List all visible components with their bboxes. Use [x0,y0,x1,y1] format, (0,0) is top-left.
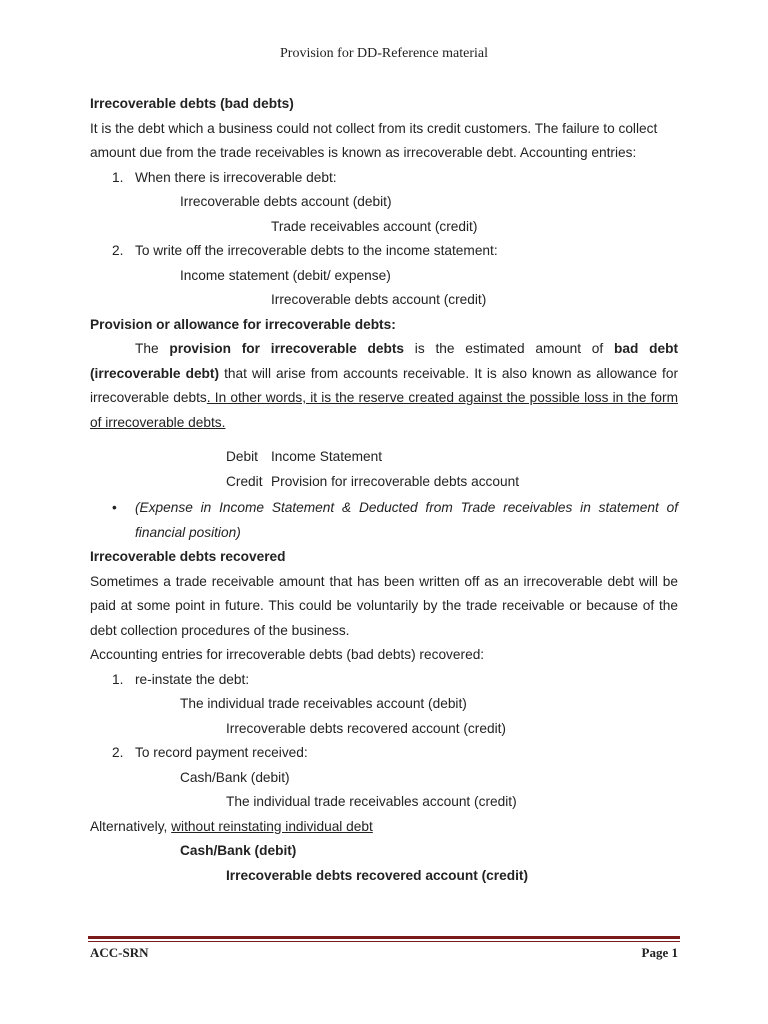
paragraph-underlined-text: . In other words, it is the reserve created against the possible loss in the form of irrecoverable debts. [90,390,678,430]
paragraph-text: that will arise from accounts receivable. It is also known as allowance for irrecoverable debts [90,365,678,405]
footer-divider-thin [88,941,680,942]
recovered-paragraph: Sometimes a trade receivable amount that has been written off as an irrecoverable debt will be paid at some point in future. This could be voluntarily by the trade receivable or because of the debt collection procedures of the business. [90,573,678,638]
document-body [90,92,678,888]
entries-intro: Accounting entries for irrecoverable debts (bad debts) recovered: [90,647,485,662]
paragraph-text: The [135,341,159,356]
paragraph-bold-term: bad debt (irrecoverable debt) [90,341,678,381]
debit-label: Debit [226,449,258,464]
credit-entry: Irrecoverable debts account (credit) [271,292,487,307]
alt-debit-entry: Cash/Bank (debit) [180,843,297,858]
debit-entry: Income statement (debit/ expense) [180,267,391,283]
list-number: 1. [112,169,124,185]
intro-line-1: It is the debt which a business could not collect from its credit customers. The failure to collect [90,120,658,136]
credit-value: Provision for irrecoverable debts account [271,473,520,489]
section-heading-irrecoverable-debts: Irrecoverable debts (bad debts) [90,96,294,111]
list-item [90,741,678,766]
debit-value: Income Statement [271,449,383,464]
list-item-text: To record payment received: [135,745,308,760]
section-heading-recovered: Irrecoverable debts recovered [90,549,286,564]
list-item [90,166,678,191]
intro-line-2: amount due from the trade receivables is known as irrecoverable debt. Accounting entries: [90,145,637,160]
alternative-line [90,815,678,840]
credit-entry: Trade receivables account (credit) [271,218,478,234]
alternative-prefix: Alternatively, [90,818,172,834]
credit-label: Credit [226,473,263,489]
list-number: 2. [112,745,124,760]
list-item [90,668,678,693]
list-number: 2. [112,243,124,258]
bullet-text: (Expense in Income Statement & Deducted from Trade receivables in statement of financial position) [135,500,678,540]
footer-left-text: ACC-SRN [90,945,149,960]
paragraph-text: is the estimated amount of [404,341,614,356]
list-item-text: To write off the irrecoverable debts to the income statement: [135,243,498,258]
list-number: 1. [112,671,124,687]
debit-entry: Irrecoverable debts account (debit) [180,194,392,209]
debit-row [90,445,678,470]
bullet-icon: • [112,500,117,515]
credit-entry: Irrecoverable debts recovered account (credit) [226,720,506,736]
section-heading-provision: Provision or allowance for irrecoverable debts: [90,316,396,332]
footer-divider-thick [88,936,680,939]
bullet-note [90,496,678,545]
alternative-underlined: without reinstating individual debt [171,818,373,834]
list-item [90,239,678,264]
list-item-text: re-instate the debt: [135,671,250,687]
credit-entry: The individual trade receivables account (credit) [226,794,517,809]
provision-paragraph [90,337,678,435]
list-item-text: When there is irrecoverable debt: [135,169,337,185]
page-number: Page 1 [641,945,678,960]
alt-credit-entry: Irrecoverable debts recovered account (credit) [226,867,529,883]
debit-entry: Cash/Bank (debit) [180,769,290,785]
debit-entry: The individual trade receivables account (debit) [180,696,467,711]
paragraph-bold-term: provision for irrecoverable debts [169,341,405,356]
credit-row [90,470,678,495]
page-header-title: Provision for DD-Reference material [280,46,488,61]
